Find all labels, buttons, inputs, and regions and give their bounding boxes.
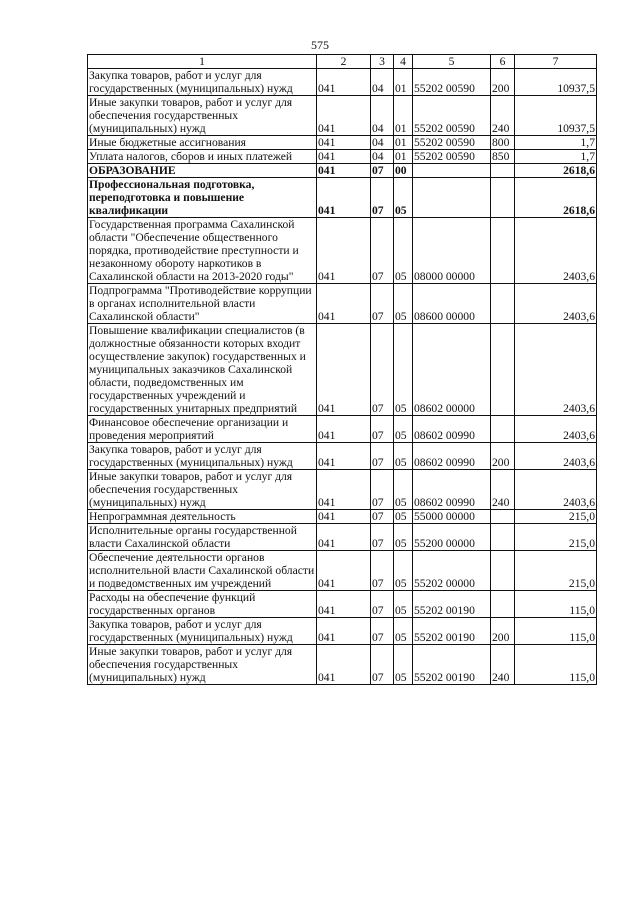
row-name-cell: Иные закупки товаров, работ и услуг для обеспечения государственных (муниципальных) нужд xyxy=(88,96,317,136)
row-sum-cell: 1,7 xyxy=(515,150,597,164)
row-target-article-cell: 08602 00990 xyxy=(413,443,491,470)
table-row xyxy=(88,178,597,218)
header-cell: 6 xyxy=(491,55,515,69)
row-sum-cell: 2618,6 xyxy=(515,178,597,218)
row-target-article-cell: 55202 00190 xyxy=(413,591,491,618)
row-sum-cell: 215,0 xyxy=(515,510,597,524)
row-name-cell: Уплата налогов, сборов и иных платежей xyxy=(88,150,317,164)
header-cell: 5 xyxy=(413,55,491,69)
row-expense-type-cell xyxy=(491,178,515,218)
row-section-cell: 07 xyxy=(371,524,394,551)
header-cell: 1 xyxy=(88,55,317,69)
table-row xyxy=(88,218,597,284)
row-target-article-cell: 08602 00990 xyxy=(413,416,491,443)
row-sum-cell: 2403,6 xyxy=(515,416,597,443)
row-section-cell: 07 xyxy=(371,618,394,645)
table-row xyxy=(88,645,597,685)
row-ved-cell: 041 xyxy=(317,284,371,324)
row-subsection-cell: 01 xyxy=(394,96,413,136)
row-section-cell: 07 xyxy=(371,164,394,178)
table-row xyxy=(88,69,597,96)
row-ved-cell: 041 xyxy=(317,416,371,443)
row-sum-cell: 115,0 xyxy=(515,618,597,645)
row-section-cell: 07 xyxy=(371,470,394,510)
table-row xyxy=(88,443,597,470)
row-target-article-cell: 55202 00590 xyxy=(413,69,491,96)
page-number: 575 xyxy=(311,38,329,52)
row-expense-type-cell: 240 xyxy=(491,645,515,685)
row-sum-cell: 2403,6 xyxy=(515,284,597,324)
row-ved-cell: 041 xyxy=(317,150,371,164)
row-ved-cell: 041 xyxy=(317,551,371,591)
row-ved-cell: 041 xyxy=(317,96,371,136)
row-section-cell: 07 xyxy=(371,416,394,443)
row-name-cell: Финансовое обеспечение организации и проведения мероприятий xyxy=(88,416,317,443)
row-expense-type-cell: 200 xyxy=(491,618,515,645)
table-row xyxy=(88,150,597,164)
row-section-cell: 04 xyxy=(371,136,394,150)
row-name-cell: Иные бюджетные ассигнования xyxy=(88,136,317,150)
row-sum-cell: 215,0 xyxy=(515,524,597,551)
row-sum-cell: 2403,6 xyxy=(515,324,597,416)
table-row xyxy=(88,416,597,443)
row-target-article-cell: 08602 00990 xyxy=(413,470,491,510)
row-target-article-cell: 55202 00590 xyxy=(413,96,491,136)
row-expense-type-cell xyxy=(491,591,515,618)
row-name-cell: ОБРАЗОВАНИЕ xyxy=(88,164,317,178)
row-subsection-cell: 01 xyxy=(394,136,413,150)
row-ved-cell: 041 xyxy=(317,69,371,96)
row-ved-cell: 041 xyxy=(317,324,371,416)
row-ved-cell: 041 xyxy=(317,618,371,645)
row-subsection-cell: 05 xyxy=(394,470,413,510)
row-subsection-cell: 05 xyxy=(394,618,413,645)
table-row xyxy=(88,470,597,510)
table-row xyxy=(88,164,597,178)
row-subsection-cell: 05 xyxy=(394,416,413,443)
row-subsection-cell: 05 xyxy=(394,645,413,685)
row-ved-cell: 041 xyxy=(317,524,371,551)
row-expense-type-cell xyxy=(491,218,515,284)
row-name-cell: Иные закупки товаров, работ и услуг для обеспечения государственных (муниципальных) нужд xyxy=(88,645,317,685)
row-target-article-cell: 55000 00000 xyxy=(413,510,491,524)
row-section-cell: 04 xyxy=(371,96,394,136)
row-sum-cell: 2403,6 xyxy=(515,443,597,470)
row-name-cell: Государственная программа Сахалинской области "Обеспечение общественного порядка, противодействие преступности и незаконному обороту наркотиков в Сахалинской области на 2013-2020 годы" xyxy=(88,218,317,284)
row-subsection-cell: 05 xyxy=(394,510,413,524)
row-sum-cell: 115,0 xyxy=(515,645,597,685)
row-expense-type-cell: 240 xyxy=(491,96,515,136)
row-ved-cell: 041 xyxy=(317,218,371,284)
row-subsection-cell: 05 xyxy=(394,218,413,284)
row-subsection-cell: 05 xyxy=(394,551,413,591)
row-section-cell: 07 xyxy=(371,591,394,618)
row-target-article-cell: 08602 00000 xyxy=(413,324,491,416)
row-sum-cell: 10937,5 xyxy=(515,96,597,136)
row-sum-cell: 1,7 xyxy=(515,136,597,150)
table-header-row xyxy=(88,55,597,69)
row-target-article-cell: 55202 00190 xyxy=(413,618,491,645)
header-cell: 7 xyxy=(515,55,597,69)
row-name-cell: Иные закупки товаров, работ и услуг для обеспечения государственных (муниципальных) нужд xyxy=(88,470,317,510)
budget-table xyxy=(87,54,597,685)
row-subsection-cell: 00 xyxy=(394,164,413,178)
row-sum-cell: 215,0 xyxy=(515,551,597,591)
row-target-article-cell: 55200 00000 xyxy=(413,524,491,551)
row-target-article-cell xyxy=(413,164,491,178)
row-target-article-cell: 55202 00590 xyxy=(413,150,491,164)
row-section-cell: 07 xyxy=(371,178,394,218)
table-row xyxy=(88,551,597,591)
row-target-article-cell: 08000 00000 xyxy=(413,218,491,284)
row-expense-type-cell: 800 xyxy=(491,136,515,150)
row-ved-cell: 041 xyxy=(317,136,371,150)
row-ved-cell: 041 xyxy=(317,510,371,524)
row-target-article-cell: 08600 00000 xyxy=(413,284,491,324)
table-row xyxy=(88,524,597,551)
row-target-article-cell xyxy=(413,178,491,218)
row-section-cell: 07 xyxy=(371,551,394,591)
row-name-cell: Непрограммная деятельность xyxy=(88,510,317,524)
row-expense-type-cell: 850 xyxy=(491,150,515,164)
row-ved-cell: 041 xyxy=(317,470,371,510)
row-name-cell: Профессиональная подготовка, переподготовка и повышение квалификации xyxy=(88,178,317,218)
row-section-cell: 04 xyxy=(371,69,394,96)
row-sum-cell: 2403,6 xyxy=(515,218,597,284)
table-row xyxy=(88,510,597,524)
row-name-cell: Закупка товаров, работ и услуг для государственных (муниципальных) нужд xyxy=(88,618,317,645)
row-subsection-cell: 01 xyxy=(394,150,413,164)
row-sum-cell: 2403,6 xyxy=(515,470,597,510)
row-name-cell: Обеспечение деятельности органов исполнительной власти Сахалинской области и подведомственных им учреждений xyxy=(88,551,317,591)
row-section-cell: 07 xyxy=(371,645,394,685)
row-section-cell: 07 xyxy=(371,443,394,470)
row-name-cell: Исполнительные органы государственной власти Сахалинской области xyxy=(88,524,317,551)
table-row xyxy=(88,618,597,645)
header-cell: 2 xyxy=(317,55,371,69)
row-section-cell: 07 xyxy=(371,324,394,416)
row-subsection-cell: 05 xyxy=(394,324,413,416)
row-target-article-cell: 55202 00000 xyxy=(413,551,491,591)
row-expense-type-cell: 200 xyxy=(491,443,515,470)
row-name-cell: Расходы на обеспечение функций государственных органов xyxy=(88,591,317,618)
row-expense-type-cell xyxy=(491,164,515,178)
row-ved-cell: 041 xyxy=(317,164,371,178)
row-expense-type-cell xyxy=(491,416,515,443)
row-expense-type-cell xyxy=(491,524,515,551)
row-name-cell: Закупка товаров, работ и услуг для государственных (муниципальных) нужд xyxy=(88,443,317,470)
row-section-cell: 07 xyxy=(371,218,394,284)
table-row xyxy=(88,324,597,416)
row-subsection-cell: 05 xyxy=(394,178,413,218)
row-target-article-cell: 55202 00190 xyxy=(413,645,491,685)
header-cell: 3 xyxy=(371,55,394,69)
row-sum-cell: 115,0 xyxy=(515,591,597,618)
row-expense-type-cell xyxy=(491,510,515,524)
row-name-cell: Подпрограмма "Противодействие коррупции в органах исполнительной власти Сахалинской области" xyxy=(88,284,317,324)
row-subsection-cell: 01 xyxy=(394,69,413,96)
header-cell: 4 xyxy=(394,55,413,69)
budget-table-body xyxy=(88,55,597,685)
row-expense-type-cell: 240 xyxy=(491,470,515,510)
row-ved-cell: 041 xyxy=(317,443,371,470)
table-row xyxy=(88,591,597,618)
table-row xyxy=(88,136,597,150)
row-expense-type-cell xyxy=(491,284,515,324)
row-subsection-cell: 05 xyxy=(394,524,413,551)
row-section-cell: 07 xyxy=(371,284,394,324)
row-ved-cell: 041 xyxy=(317,645,371,685)
row-ved-cell: 041 xyxy=(317,591,371,618)
row-section-cell: 07 xyxy=(371,510,394,524)
row-subsection-cell: 05 xyxy=(394,443,413,470)
row-subsection-cell: 05 xyxy=(394,284,413,324)
row-sum-cell: 10937,5 xyxy=(515,69,597,96)
table-row xyxy=(88,96,597,136)
row-expense-type-cell: 200 xyxy=(491,69,515,96)
row-name-cell: Повышение квалификации специалистов (в должностные обязанности которых входит осуществление закупок) государственных и муниципальных заказчиков Сахалинской области, подведомственных им государственных учреждений и государственных унитарных предприятий xyxy=(88,324,317,416)
row-expense-type-cell xyxy=(491,551,515,591)
row-section-cell: 04 xyxy=(371,150,394,164)
table-row xyxy=(88,284,597,324)
row-expense-type-cell xyxy=(491,324,515,416)
row-sum-cell: 2618,6 xyxy=(515,164,597,178)
row-ved-cell: 041 xyxy=(317,178,371,218)
row-subsection-cell: 05 xyxy=(394,591,413,618)
row-name-cell: Закупка товаров, работ и услуг для государственных (муниципальных) нужд xyxy=(88,69,317,96)
row-target-article-cell: 55202 00590 xyxy=(413,136,491,150)
